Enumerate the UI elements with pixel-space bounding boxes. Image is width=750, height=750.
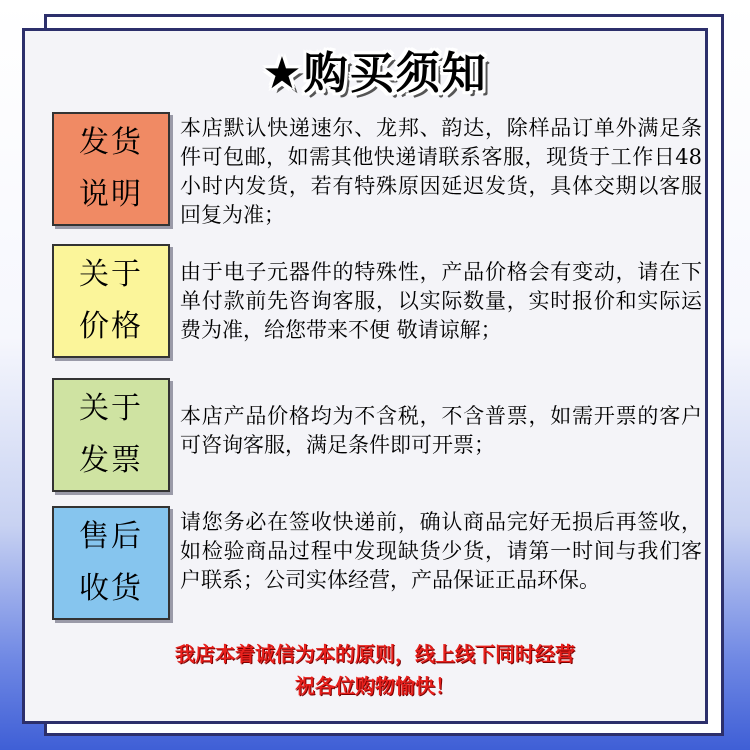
section-tag-line2: 发票 [79, 443, 143, 478]
footer-line-2: 祝各位购物愉快！ [295, 674, 455, 698]
section-text-after-sales: 请您务必在签收快递前，确认商品完好无损后再签收，如检验商品过程中发现缺货少货，请第一时间与我们客户联系；公司实体经营，产品保证正品环保。 [180, 510, 702, 592]
section-tag-line1: 关于 [79, 257, 143, 292]
section-tag-line1: 售后 [79, 519, 143, 554]
section-tag-invoice [52, 378, 170, 492]
section-tag-price [52, 244, 170, 358]
footer-line-1: 我店本着诚信为本的原则，线上线下同时经营 [175, 642, 575, 666]
section-tag-line1: 关于 [79, 391, 143, 426]
section-text-invoice: 本店产品价格均为不含税，不含普票，如需开票的客户可咨询客服，满足条件即可开票； [180, 404, 702, 457]
section-tag-after-sales [52, 506, 170, 620]
section-tag-line2: 收货 [79, 571, 143, 606]
page-title: ★购买须知 [262, 48, 488, 99]
section-text-shipping: 本店默认快递速尔、龙邦、韵达，除样品订单外满足条件可包邮，如需其他快递请联系客服，现货于工作日48小时内发货，若有特殊原因延迟发货，具体交期以客服回复为准； [180, 116, 702, 227]
section-text-price: 由于电子元器件的特殊性，产品价格会有变动，请在下单付款前先咨询客服，以实际数量，实时报价和实际运费为准，给您带来不便 敬请谅解； [180, 260, 702, 342]
section-tag-line2: 说明 [79, 177, 143, 212]
section-tag-shipping [52, 112, 170, 226]
section-tag-line2: 价格 [79, 309, 143, 344]
section-tag-line1: 发货 [79, 125, 143, 160]
